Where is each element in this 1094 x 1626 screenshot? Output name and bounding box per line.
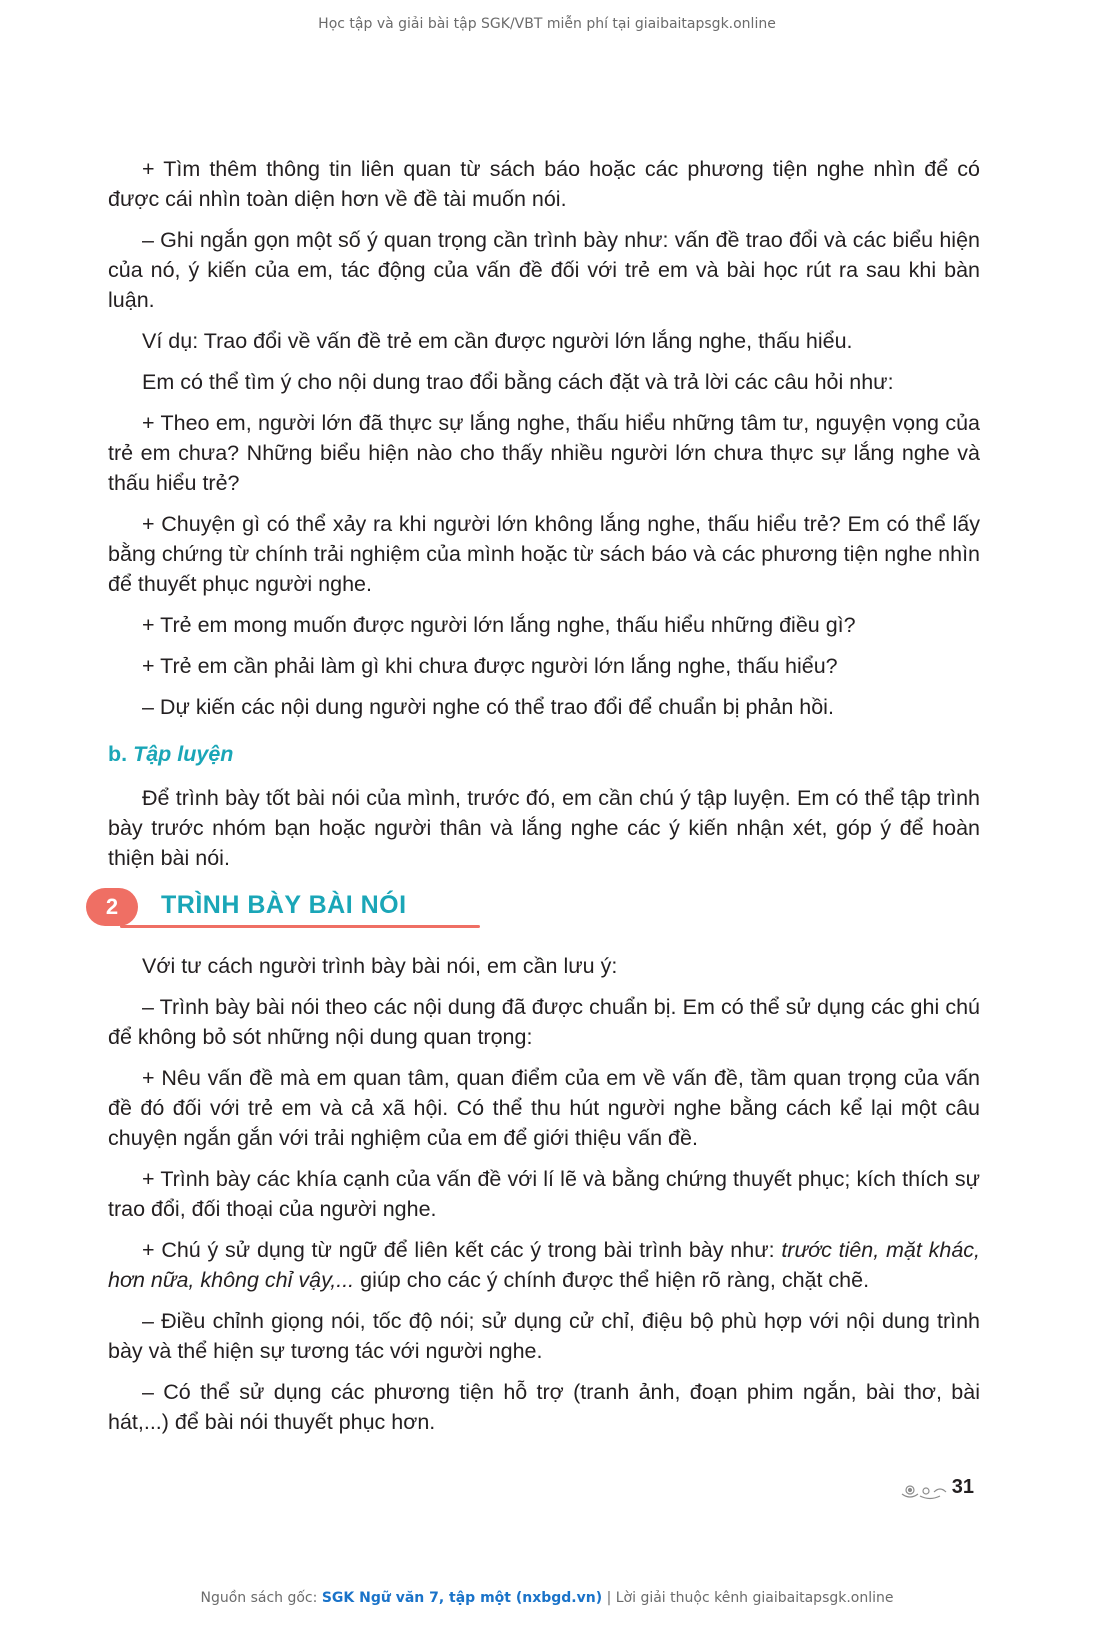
paragraph: – Có thể sử dụng các phương tiện hỗ trợ (tranh ảnh, đoạn phim ngắn, bài thơ, bài hát,...) để bài nói thuyết phục hơn. (108, 1380, 980, 1434)
subsection-title: Tập luyện (133, 742, 234, 766)
paragraph: – Điều chỉnh giọng nói, tốc độ nói; sử dụng cử chỉ, điệu bộ phù hợp với nội dung trình bày và thể hiện sự tương tác với người nghe. (108, 1309, 980, 1363)
text-run: giúp cho các ý chính được thể hiện rõ ràng, chặt chẽ. (354, 1268, 870, 1292)
main-content (108, 154, 980, 733)
paragraph: Với tư cách người trình bày bài nói, em cần lưu ý: (142, 954, 618, 978)
paragraph: Để trình bày tốt bài nói của mình, trước đó, em cần chú ý tập luyện. Em có thể tập trình bày trước nhóm bạn hoặc người thân và lắng nghe các ý kiến nhận xét, góp ý để hoàn thiện bài nói. (108, 786, 980, 870)
section-title: TRÌNH BÀY BÀI NÓI (161, 891, 407, 919)
subsection-content (108, 783, 980, 873)
section-content (108, 951, 980, 1448)
paragraph: – Dự kiến các nội dung người nghe có thể trao đổi để chuẩn bị phản hồi. (142, 695, 834, 719)
footer-source-link[interactable]: SGK Ngữ văn 7, tập một (nxbgd.vn) (321, 1590, 603, 1606)
paragraph: Ví dụ: Trao đổi về vấn đề trẻ em cần được người lớn lắng nghe, thấu hiểu. (142, 329, 853, 353)
paragraph: + Nêu vấn đề mà em quan tâm, quan điểm của em về vấn đề, tầm quan trọng của vấn đề đó đối với trẻ em và cả xã hội. Có thể thu hút người nghe bằng cách kể lại một câu chuyện ngắn gắn với trải nghiệm của em để giới thiệu vấn đề. (108, 1066, 980, 1150)
paragraph: + Tìm thêm thông tin liên quan từ sách báo hoặc các phương tiện nghe nhìn để có được cái nhìn toàn diện hơn về đề tài muốn nói. (108, 157, 980, 211)
section-number-badge: 2 (86, 888, 138, 926)
paragraph: – Trình bày bài nói theo các nội dung đã được chuẩn bị. Em có thể sử dụng các ghi chú để không bỏ sót những nội dung quan trọng: (108, 995, 980, 1049)
text-run: + Chú ý sử dụng từ ngữ để liên kết các ý trong bài trình bày như: (142, 1238, 782, 1262)
paragraph: + Chuyện gì có thể xảy ra khi người lớn không lắng nghe, thấu hiểu trẻ? Em có thể lấy bằng chứng từ chính trải nghiệm của mình hoặc từ sách báo và các phương tiện nghe nhìn để thuyết phục người nghe. (108, 512, 980, 596)
italic-run: trước tiên, mặt khác, hơn nữa, không chỉ vậy,... (108, 1238, 980, 1292)
paragraph: + Trẻ em cần phải làm gì khi chưa được người lớn lắng nghe, thấu hiểu? (142, 654, 838, 678)
footer-suffix: | Lời giải thuộc kênh giaibaitapsgk.online (602, 1590, 894, 1606)
footer-note (0, 1590, 1094, 1606)
header-note: Học tập và giải bài tập SGK/VBT miễn phí tại giaibaitapsgk.online (318, 16, 776, 32)
section-underline (120, 925, 480, 928)
footer-prefix: Nguồn sách gốc: (200, 1590, 322, 1606)
page-number: 31 (951, 1476, 974, 1498)
subsection-label: b. (108, 742, 128, 766)
paragraph: Em có thể tìm ý cho nội dung trao đổi bằng cách đặt và trả lời các câu hỏi như: (142, 370, 894, 394)
paragraph-linking (108, 1235, 980, 1295)
paragraph: + Theo em, người lớn đã thực sự lắng nghe, thấu hiểu những tâm tư, nguyện vọng của trẻ em chưa? Những biểu hiện nào cho thấy nhiều người lớn chưa thực sự lắng nghe và thấu hiểu trẻ? (108, 411, 980, 495)
paragraph: + Trẻ em mong muốn được người lớn lắng nghe, thấu hiểu những điều gì? (142, 613, 856, 637)
paragraph: – Ghi ngắn gọn một số ý quan trọng cần trình bày như: vấn đề trao đổi và các biểu hiện của nó, ý kiến của em, tác động của vấn đề đối với trẻ em và bài học rút ra sau khi bàn luận. (108, 228, 980, 312)
paragraph: + Trình bày các khía cạnh của vấn đề với lí lẽ và bằng chứng thuyết phục; kích thích sự trao đổi, đối thoại của người nghe. (108, 1167, 980, 1221)
subsection-heading (108, 742, 233, 767)
flower-ornament-icon (900, 1480, 950, 1502)
